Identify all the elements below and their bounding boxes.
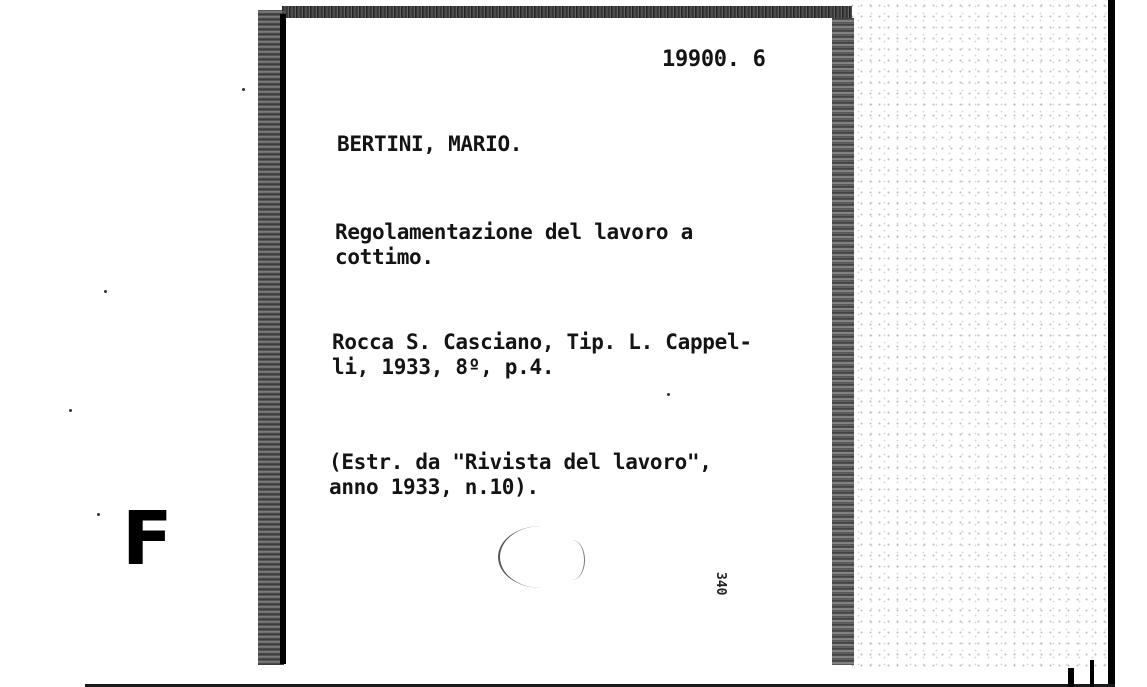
card-top-edge	[282, 6, 852, 18]
punch-hole-mark-right	[560, 540, 585, 580]
author-heading: BERTINI, MARIO.	[337, 132, 523, 156]
margin-letter: F	[122, 496, 173, 582]
speck	[104, 290, 107, 293]
scan-noise	[848, 0, 1110, 670]
speck	[97, 513, 100, 516]
speck	[69, 409, 72, 412]
right-scan-border	[1108, 0, 1115, 687]
series-note: (Estr. da "Rivista del lavoro", anno 1933, n.10).	[329, 450, 712, 499]
corner-mark	[1090, 660, 1094, 687]
imprint-statement: Rocca S. Casciano, Tip. L. Cappel- li, 1933, 8º, p.4.	[332, 330, 752, 379]
card-left-border	[280, 14, 286, 664]
call-number: 19900. 6	[662, 47, 766, 72]
vertical-stamp: 340	[713, 572, 728, 596]
speck	[667, 393, 670, 396]
corner-mark	[1068, 668, 1074, 687]
title-statement: Regolamentazione del lavoro a cottimo.	[335, 220, 693, 269]
speck	[242, 88, 245, 91]
card-right-edge	[832, 18, 854, 665]
